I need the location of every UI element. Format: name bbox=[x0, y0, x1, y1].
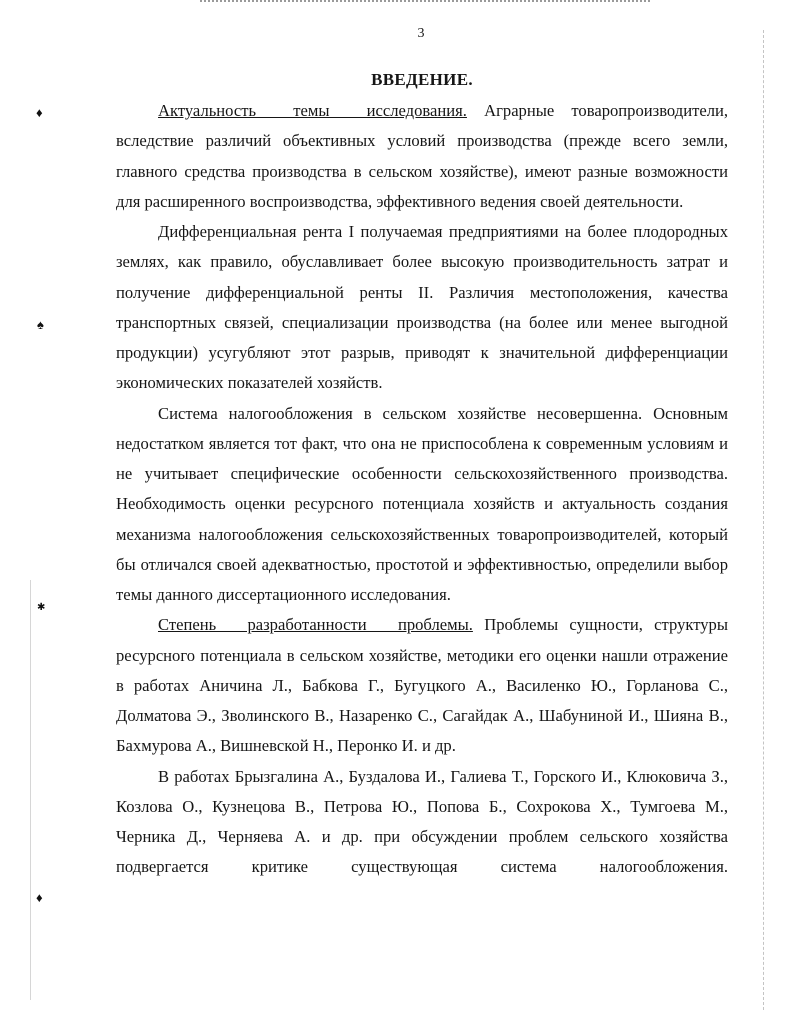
paragraph-text: Проблемы сущности, структуры ресурсного потенциала в сельском хозяйстве, методики его оценки нашли отражение в работах Аничина Л., Бабкова Г., Бугуцкого А., Василенко Ю., Горланова С., Долматова Э., Зволинского В., Назаренко С., Сагайдак А., Шабуниной И., Шияна В., Бахмурова А., Вишневской Н., Перонко И. и др. bbox=[116, 615, 728, 756]
paragraph-relevance bbox=[116, 96, 728, 217]
paragraph-text: Система налогообложения в сельском хозяйстве несовершенна. Основным недостатком является тот факт, что она не приспособлена к современным условиям и не учитывает специфические особенности сельскохозяйственного производства. Необходимость оценки ресурсного потенциала хозяйств и актуальность создания механизма налогообложения сельскохозяйственных товаропроизводителей, который бы отличался своей адекватностью, простотой и эффективностью, определили выбор темы данного диссертационного исследования. bbox=[116, 403, 728, 604]
paragraph-tax-system bbox=[116, 399, 728, 611]
paragraph-lead-research-degree: Степень разработанности проблемы. bbox=[158, 615, 473, 635]
page-number: 3 bbox=[417, 26, 425, 41]
scan-edge-top bbox=[200, 0, 650, 5]
paragraph-differential-rent bbox=[116, 217, 728, 399]
page-title: ВВЕДЕНИЕ. bbox=[371, 70, 473, 89]
scan-edge-right bbox=[763, 30, 764, 1010]
paragraph-text: Аграрные товаропроизводители, вследствие различий объективных условий производства (прежде всего земли, главного средства производства в сельском хозяйстве), имеют разные возможности для расширенного воспроизводства, эффективного ведения своей деятельности. bbox=[116, 101, 729, 211]
paragraph-works bbox=[116, 762, 728, 883]
paragraph-research-degree bbox=[116, 610, 728, 761]
paragraph-lead-relevance: Актуальность темы исследования. bbox=[158, 101, 467, 120]
paragraph-text: Дифференциальная рента I получаемая предприятиями на более плодородных землях, как правило, обуславливает более высокую производительность затрат и получение дифференциальной ренты II. Различия местоположения, качества транспортных связей, специализации производства (на более или менее выгодной продукции) усугубляют этот разрыв, приводят к значительной дифференциации экономических показателей хозяйств. bbox=[116, 222, 728, 393]
margin-mark-icon: ♦ bbox=[36, 105, 43, 120]
document-body bbox=[116, 96, 728, 883]
margin-mark-icon: ♠ bbox=[37, 317, 44, 332]
margin-mark-icon: ♦ bbox=[36, 890, 43, 905]
scan-edge-left bbox=[30, 580, 31, 1000]
paragraph-text: В работах Брызгалина А., Буздалова И., Галиева Т., Горского И., Клюковича З., Козлова О., Кузнецова В., Петрова Ю., Попова Б., Сохрокова Х., Тумгоева М., Черника Д., Черняева А. и др. при обсуждении проблем сельского хозяйства подвергается критике существующая система налогообложения. bbox=[116, 766, 728, 877]
margin-mark-icon: ✱ bbox=[37, 602, 46, 613]
